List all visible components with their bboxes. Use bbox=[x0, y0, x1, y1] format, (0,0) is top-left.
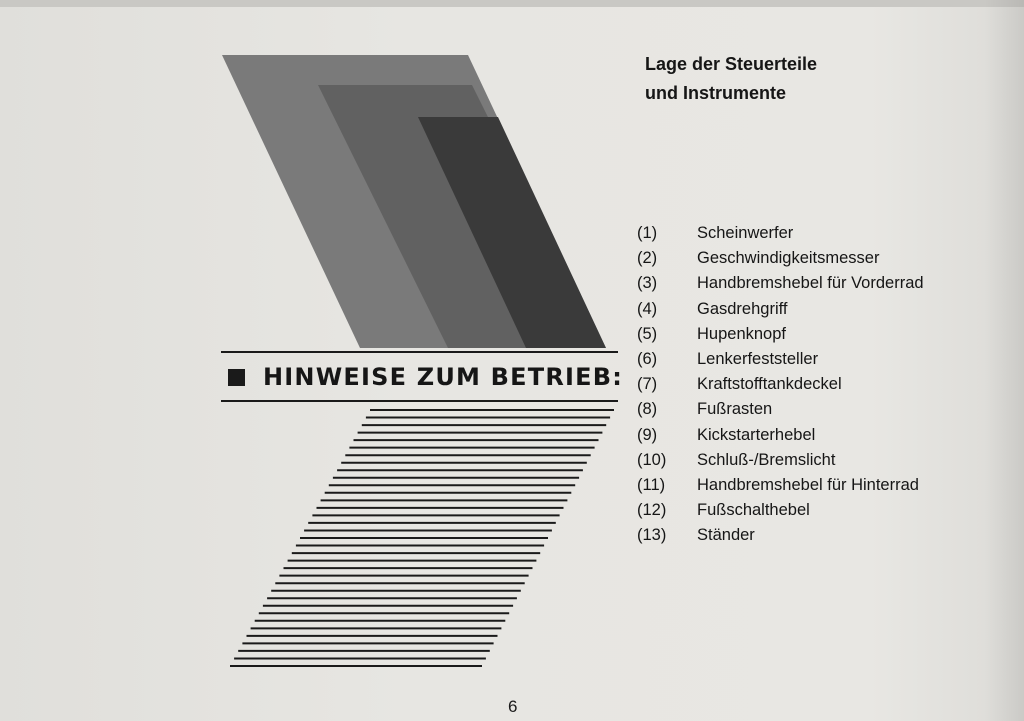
controls-list-item bbox=[637, 246, 924, 271]
item-number: (5) bbox=[637, 324, 658, 343]
heading-bullet-square bbox=[228, 369, 245, 386]
item-label: Handbremshebel für Hinterrad bbox=[697, 475, 919, 494]
item-label: Handbremshebel für Vorderrad bbox=[697, 274, 924, 293]
item-number: (12) bbox=[637, 501, 667, 520]
controls-list-item bbox=[637, 347, 924, 372]
controls-list-item bbox=[637, 372, 924, 397]
item-label: Fußrasten bbox=[697, 400, 773, 419]
controls-title-line-1: Lage der Steuerteile bbox=[645, 54, 818, 74]
controls-list bbox=[637, 221, 924, 548]
controls-list-item bbox=[637, 322, 924, 347]
controls-list-item bbox=[637, 498, 924, 523]
controls-list-item bbox=[637, 523, 924, 548]
item-label: Gasdrehgriff bbox=[697, 299, 788, 318]
section-heading bbox=[228, 360, 623, 394]
page-number: 6 bbox=[508, 697, 518, 716]
controls-title-line-2: und Instrumente bbox=[645, 83, 787, 103]
item-number: (1) bbox=[637, 224, 658, 243]
item-label: Ständer bbox=[697, 526, 755, 545]
item-number: (2) bbox=[637, 249, 658, 268]
graphic-stripes bbox=[230, 410, 614, 666]
controls-list-item bbox=[637, 221, 924, 246]
item-number: (11) bbox=[637, 475, 666, 494]
binding-shadow bbox=[984, 0, 1024, 721]
item-number: (8) bbox=[637, 400, 658, 419]
controls-list-item bbox=[637, 423, 924, 448]
item-number: (4) bbox=[637, 299, 658, 318]
item-label: Geschwindigkeitsmesser bbox=[697, 249, 880, 268]
item-label: Kickstarterhebel bbox=[697, 425, 816, 444]
controls-list-item bbox=[637, 473, 924, 498]
item-number: (7) bbox=[637, 375, 658, 394]
controls-list-item bbox=[637, 397, 924, 422]
heading-text: HINWEISE ZUM BETRIEB: bbox=[263, 363, 624, 391]
controls-list-item bbox=[637, 297, 924, 322]
item-label: Schluß-/Bremslicht bbox=[697, 450, 836, 469]
item-number: (6) bbox=[637, 350, 658, 369]
item-number: (13) bbox=[637, 526, 667, 545]
item-label: Scheinwerfer bbox=[697, 224, 794, 243]
controls-list-item bbox=[637, 448, 924, 473]
item-number: (9) bbox=[637, 425, 658, 444]
item-label: Kraftstofftankdeckel bbox=[697, 375, 842, 394]
item-label: Lenkerfeststeller bbox=[697, 350, 819, 369]
controls-list-item bbox=[637, 271, 924, 296]
item-label: Hupenknopf bbox=[697, 324, 786, 343]
item-number: (3) bbox=[637, 274, 658, 293]
controls-title bbox=[645, 50, 817, 108]
item-label: Fußschalthebel bbox=[697, 501, 810, 520]
item-number: (10) bbox=[637, 450, 667, 469]
